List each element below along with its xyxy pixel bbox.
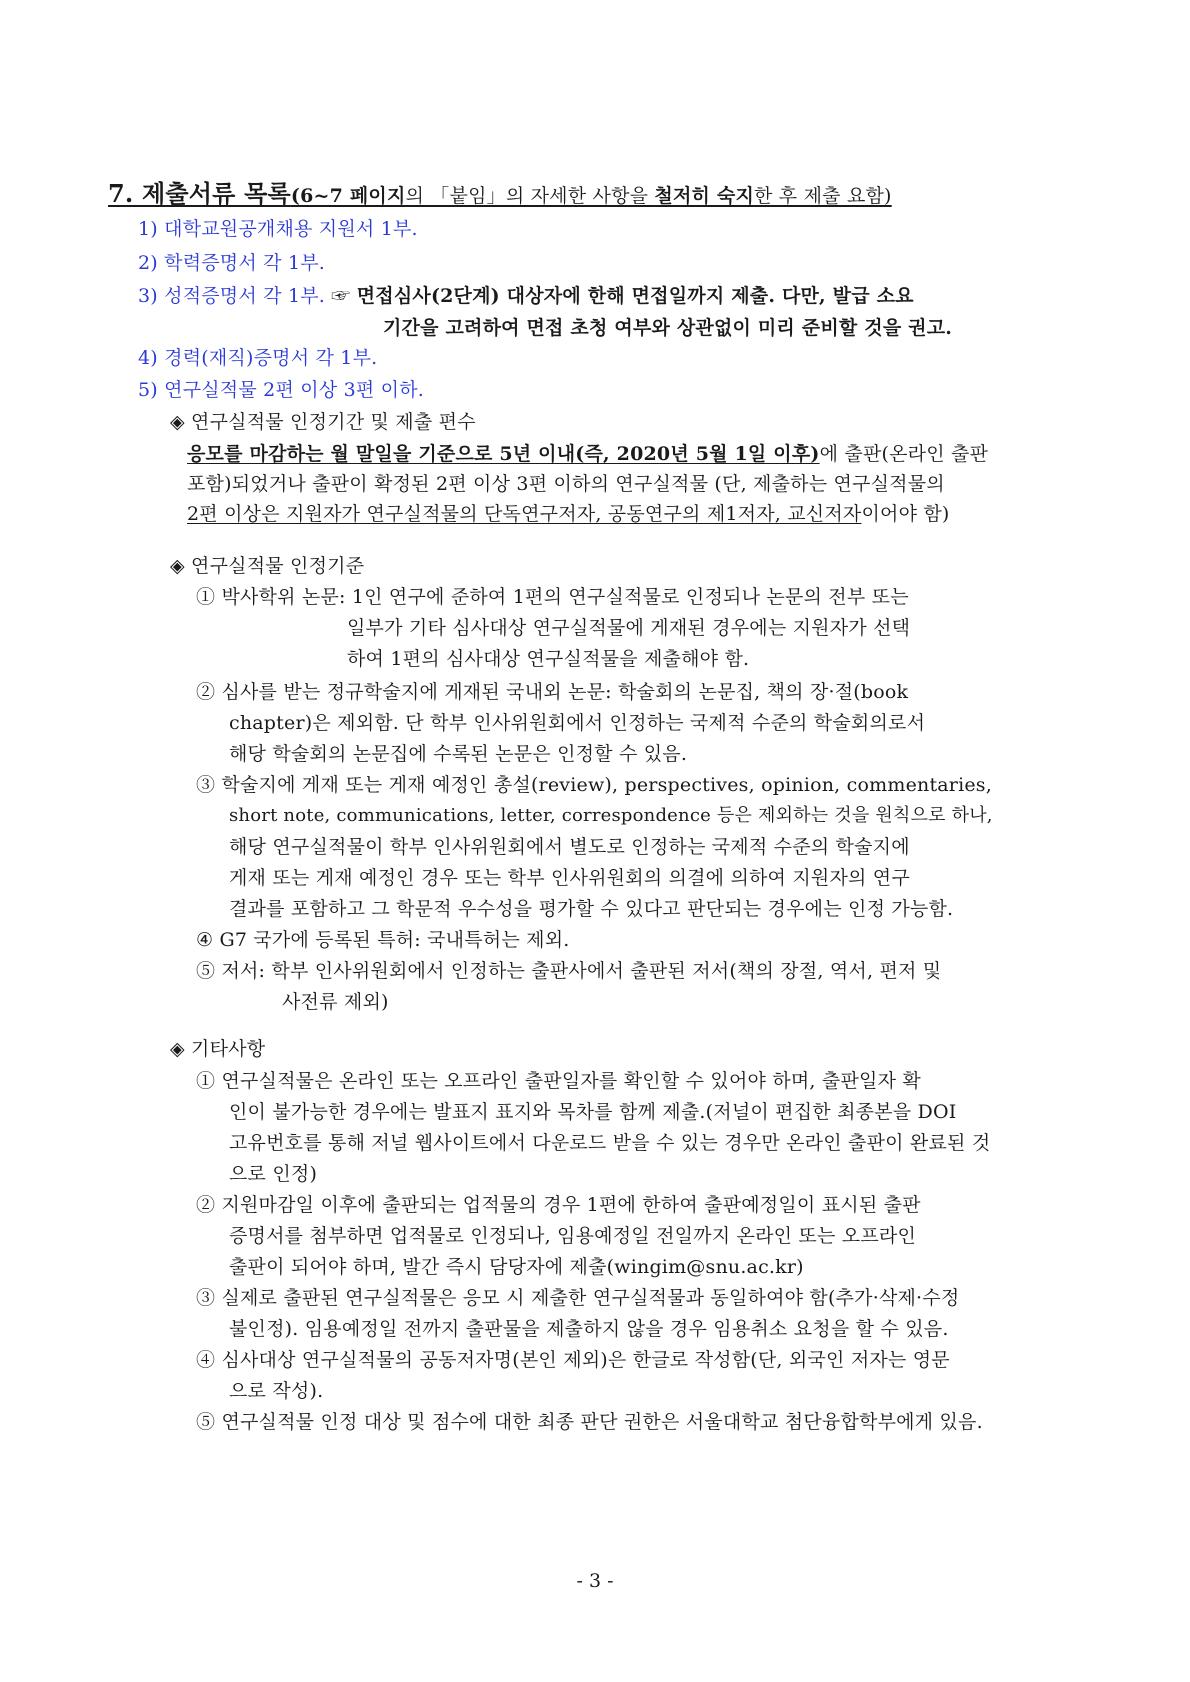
paragraph-line: ③ 학술지에 게재 또는 게재 예정인 총설(review), perspectives, opinion, commentaries, (196, 774, 993, 796)
paragraph-line: ② 지원마감일 이후에 출판되는 업적물의 경우 1편에 한하여 출판예정일이 표시된 출판 (196, 1194, 921, 1216)
paragraph-line: 결과를 포함하고 그 학문적 우수성을 평가할 수 있다고 판단되는 경우에는 인정 가능함. (229, 898, 954, 920)
paragraph-line: 해당 연구실적물이 학부 인사위원회에서 별도로 인정하는 국제적 수준의 학술지에 (229, 836, 910, 858)
hand-pointer-icon: ☞ (331, 285, 351, 307)
paragraph-line: 고유번호를 통해 저널 웹사이트에서 다운로드 받을 수 있는 경우만 온라인 출판이 완료된 것 (229, 1132, 991, 1154)
paragraph-line: ③ 실제로 출판된 연구실적물은 응모 시 제출한 연구실적물과 동일하여야 함(추가·삭제·수정 (196, 1287, 960, 1309)
list-item: 4) 경력(재직)증명서 각 1부. (138, 347, 378, 369)
list-item: 3) 성적증명서 각 1부. ☞ 면접심사(2단계) 대상자에 한해 면접일까지 제출. 다만, 발급 소요 (138, 285, 914, 307)
paragraph-line: ⑤ 저서: 학부 인사위원회에서 인정하는 출판사에서 출판된 저서(책의 장절, 역서, 편저 및 (196, 960, 942, 982)
list-item: 5) 연구실적물 2편 이상 3편 이하. (138, 379, 425, 401)
paragraph-line: 포함)되었거나 출판이 확정된 2편 이상 3편 이하의 연구실적물 (단, 제출하는 연구실적물의 (187, 473, 945, 495)
paragraph-line: 으로 인정) (229, 1163, 318, 1185)
paragraph-line: 게재 또는 게재 예정인 경우 또는 학부 인사위원회의 의결에 의하여 지원자의 연구 (229, 867, 910, 889)
section-heading: 7. 제출서류 목록(6~7 페이지의 「붙임」의 자세한 사항을 철저히 숙지한 후 제출 요함) (108, 179, 892, 208)
subsection-title: ◈ 연구실적물 인정기간 및 제출 편수 (170, 411, 476, 433)
list-item: 1) 대학교원공개채용 지원서 1부. (138, 218, 418, 240)
paragraph-line: 으로 작성). (229, 1380, 324, 1402)
paragraph-line: 해당 학술회의 논문집에 수록된 논문은 인정할 수 있음. (229, 743, 688, 765)
paragraph-line: ① 박사학위 논문: 1인 연구에 준하여 1편의 연구실적물로 인정되나 논문의 전부 또는 (196, 586, 909, 608)
paragraph-line: 인이 불가능한 경우에는 발표지 표지와 목차를 함께 제출.(저널이 편집한 최종본을 DOI (229, 1101, 957, 1123)
paragraph-line: ④ 심사대상 연구실적물의 공동저자명(본인 제외)은 한글로 작성함(단, 외국인 저자는 영문 (196, 1349, 950, 1371)
paragraph-line: ② 심사를 받는 정규학술지에 게재된 국내외 논문: 학술회의 논문집, 책의 장·절(book (196, 681, 909, 703)
paragraph-line: 사전류 제외) (282, 991, 389, 1013)
paragraph-line: chapter)은 제외함. 단 학부 인사위원회에서 인정하는 국제적 수준의 학술회의로서 (229, 712, 926, 734)
paragraph-line: short note, communications, letter, correspondence 등은 제외하는 것을 원칙으로 하나, (229, 805, 993, 826)
paragraph-line: 불인정). 임용예정일 전까지 출판물을 제출하지 않을 경우 임용취소 요청을 할 수 있음. (229, 1318, 949, 1340)
subsection-title: ◈ 연구실적물 인정기준 (170, 555, 365, 577)
paragraph-line: 2편 이상은 지원자가 연구실적물의 단독연구저자, 공동연구의 제1저자, 교신저자이어야 함) (187, 503, 950, 525)
paragraph-line: 응모를 마감하는 월 말일을 기준으로 5년 이내(즉, 2020년 5월 1일 이후)에 출판(온라인 출판 (187, 443, 989, 465)
paragraph-line: ⑤ 연구실적물 인정 대상 및 점수에 대한 최종 판단 권한은 서울대학교 첨단융합학부에게 있음. (196, 1411, 983, 1433)
paragraph-line: ① 연구실적물은 온라인 또는 오프라인 출판일자를 확인할 수 있어야 하며, 출판일자 확 (196, 1070, 921, 1092)
paragraph-line: ④ G7 국가에 등록된 특허: 국내특허는 제외. (196, 929, 570, 951)
paragraph-line: 하여 1편의 심사대상 연구실적물을 제출해야 함. (347, 648, 750, 670)
paragraph-line: 증명서를 첨부하면 업적물로 인정되나, 임용예정일 전일까지 온라인 또는 오프라인 (229, 1225, 916, 1247)
paragraph-line: 일부가 기타 심사대상 연구실적물에 게재된 경우에는 지원자가 선택 (347, 617, 911, 639)
page-number: - 3 - (576, 1570, 614, 1592)
list-item: 2) 학력증명서 각 1부. (138, 252, 326, 274)
section-title: 7. 제출서류 목록 (108, 179, 291, 208)
list-item-note: 기간을 고려하여 면접 초청 여부와 상관없이 미리 준비할 것을 권고. (383, 317, 953, 339)
subsection-title: ◈ 기타사항 (170, 1038, 266, 1060)
paragraph-line: 출판이 되어야 하며, 발간 즉시 담당자에 제출(wingim@snu.ac.kr) (229, 1256, 804, 1278)
